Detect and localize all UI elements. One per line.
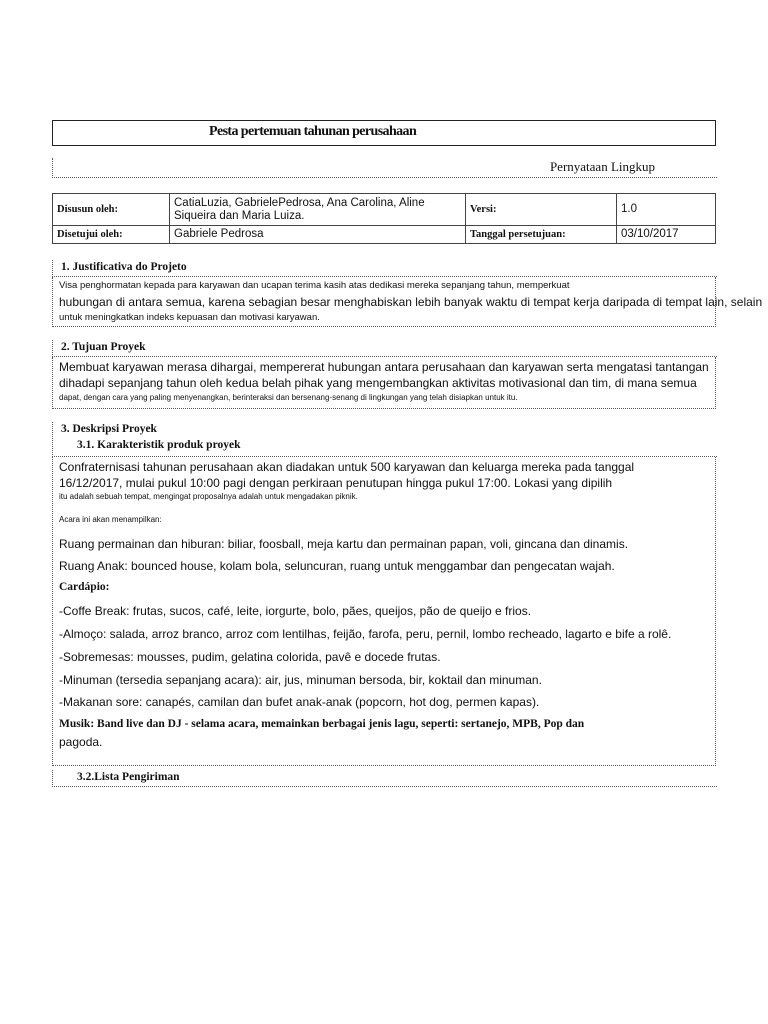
- version-label: Versi:: [466, 194, 617, 226]
- music-line2: pagoda.: [59, 735, 103, 749]
- section3-sub2-row: [52, 770, 717, 787]
- section2-line3: dapat, dengan cara yang paling menyenangkan, berinteraksi dan bersenang-senang di lingkungan yang telah disiapkan untuk itu.: [59, 393, 518, 402]
- section1-line3: untuk meningkatkan indeks kepuasan dan motivasi karyawan.: [59, 312, 320, 323]
- menu-heading: Cardápio:: [59, 581, 110, 593]
- approved-by-value: Gabriele Pedrosa: [170, 226, 466, 244]
- section2-heading-row: [52, 340, 717, 357]
- prepared-by-value: [170, 194, 466, 226]
- menu-lunch: -Almoço: salada, arroz branco, arroz com lentilhas, feijão, farofa, peru, pernil, lombo recheado, lagarto e bife a rolê.: [59, 627, 672, 641]
- section1-box: [52, 277, 763, 327]
- section2-box: [52, 357, 716, 409]
- section3-sub2-heading: 3.2.Lista Pengiriman: [77, 771, 180, 783]
- section1-heading-row: [52, 260, 717, 277]
- prepared-by-line1: CatiaLuzia, GabrielePedrosa, Ana Carolina, Aline: [174, 196, 425, 209]
- menu-coffee-break: -Coffe Break: frutas, sucos, café, leite, iorgurte, bolo, pães, queijos, pão de queijo e frios.: [59, 604, 532, 618]
- menu-drinks: -Minuman (tersedia sepanjang acara): air, jus, minuman bersoda, bir, koktail dan minuman.: [59, 673, 542, 687]
- prepared-by-label: Disusun oleh:: [53, 194, 170, 226]
- section2-line1: Membuat karyawan merasa dihargai, mempererat hubungan antara perusahaan dan karyawan serta mengatasi tantangan: [59, 360, 709, 374]
- scope-statement-row: [52, 158, 717, 178]
- section2-line2: dihadapi sepanjang tahun oleh kedua belah pihak yang mengembangkan aktivitas motivasional dan tim, di mana semua: [59, 376, 697, 390]
- document-title-box: [52, 120, 716, 146]
- section1-line2: hubungan di antara semua, karena sebagian besar menghabiskan lebih banyak waktu di tempat kerja daripada di tempat lain, selain: [59, 295, 763, 309]
- music-line1: Musik: Band live dan DJ - selama acara, memainkan berbagai jenis lagu, seperti: sertanejo, MPB, Pop dan: [59, 718, 585, 730]
- approval-date-label: Tanggal persetujuan:: [466, 226, 617, 244]
- section1-line1: Visa penghormatan kepada para karyawan dan ucapan terima kasih atas dedikasi mereka sepanjang tahun, memperkuat: [59, 280, 570, 291]
- section3-sub1-heading: 3.1. Karakteristik produk proyek: [77, 439, 241, 451]
- approved-by-label: Disetujui oleh:: [53, 226, 170, 244]
- section3-p1-line2: 16/12/2017, mulai pukul 10:00 pagi dengan perkiraan penutupan hingga pukul 17:00. Lokasi yang dipilih: [59, 476, 613, 490]
- version-value: 1.0: [617, 194, 716, 226]
- document-title: Pesta pertemuan tahunan perusahaan: [209, 124, 417, 139]
- section3-p1-line1: Confraternisasi tahunan perusahaan akan diadakan untuk 500 karyawan dan keluarga mereka pada tanggal: [59, 460, 635, 474]
- kids-area: Ruang Anak: bounced house, kolam bola, seluncuran, ruang untuk menggambar dan pengecatan wajah.: [59, 559, 615, 573]
- section3-p2: Acara ini akan menampilkan:: [59, 515, 162, 524]
- section3-heading-row: [52, 422, 717, 457]
- menu-dessert: -Sobremesas: mousses, pudim, gelatina colorida, pavê e docede frutas.: [59, 650, 441, 664]
- section2-heading: 2. Tujuan Proyek: [61, 341, 146, 353]
- section1-heading: 1. Justificativa do Projeto: [61, 261, 187, 273]
- menu-snacks: -Makanan sore: canapés, camilan dan bufet anak-anak (popcorn, hot dog, permen kapas).: [59, 695, 540, 709]
- games-area: Ruang permainan dan hiburan: biliar, foosball, meja kartu dan permainan papan, voli, gincana dan dinamis.: [59, 537, 629, 551]
- prepared-by-line2: Siqueira dan Maria Luiza.: [174, 209, 305, 222]
- approval-date-value: 03/10/2017: [617, 226, 716, 244]
- section3-heading: 3. Deskripsi Proyek: [61, 423, 157, 435]
- scope-statement: Pernyataan Lingkup: [549, 159, 655, 174]
- document-meta-table: [52, 193, 716, 244]
- section3-box: [52, 457, 716, 766]
- section3-p1-line3: itu adalah sebuah tempat, mengingat proposalnya adalah untuk mengadakan piknik.: [59, 492, 358, 501]
